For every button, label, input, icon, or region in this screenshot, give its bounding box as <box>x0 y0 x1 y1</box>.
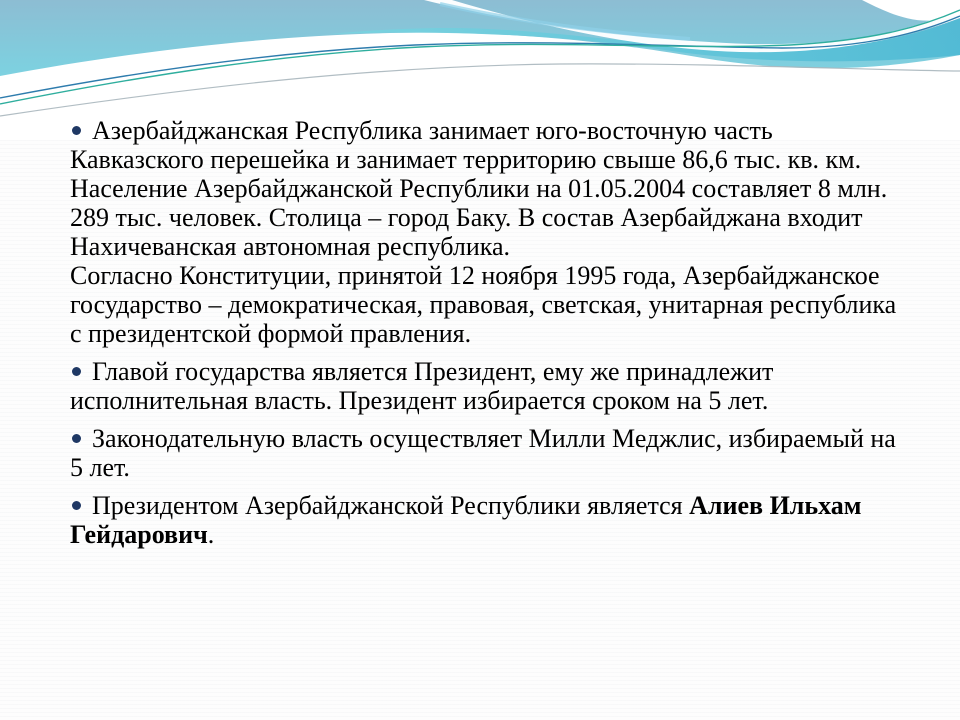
bullet-4-suffix: . <box>207 520 215 549</box>
bullet-4-paragraph <box>70 491 908 549</box>
bullet-dot-icon <box>72 126 81 135</box>
bullet-3-paragraph: Законодательную власть осуществляет Милли Меджлис, избираемый на 5 лет. <box>70 424 896 482</box>
list-item <box>70 357 908 415</box>
bullet-1-paragraph-1: Азербайджанская Республика занимает юго-восточную часть Кавказского перешейка и занимает территорию свыше 86,6 тыс. кв. км. Население Азербайджанской Республики на 01.05.2004 составляет 8 млн. 289 тыс. человек. Столица – город Баку. В состав Азербайджана входит Нахичеванская автономная республика. <box>70 116 888 261</box>
bullet-dot-icon <box>72 367 81 376</box>
president-name: Алиев Ильхам Гейдарович <box>70 491 862 549</box>
list-item <box>70 491 908 549</box>
slide-body <box>70 116 908 549</box>
bullet-dot-icon <box>72 501 81 510</box>
list-item <box>70 116 908 348</box>
bullet-2-paragraph: Главой государства является Президент, ему же принадлежит исполнительная власть. Президент избирается сроком на 5 лет. <box>70 357 774 415</box>
list-item <box>70 424 908 482</box>
bullet-1-paragraph-2: Согласно Конституции, принятой 12 ноября 1995 года, Азербайджанское государство – демократическая, правовая, светская, унитарная республика с президентской формой правления. <box>70 261 897 348</box>
bullet-list <box>70 116 908 549</box>
bullet-dot-icon <box>72 434 81 443</box>
bullet-4-text: Президентом Азербайджанской Республики является <box>92 491 690 520</box>
